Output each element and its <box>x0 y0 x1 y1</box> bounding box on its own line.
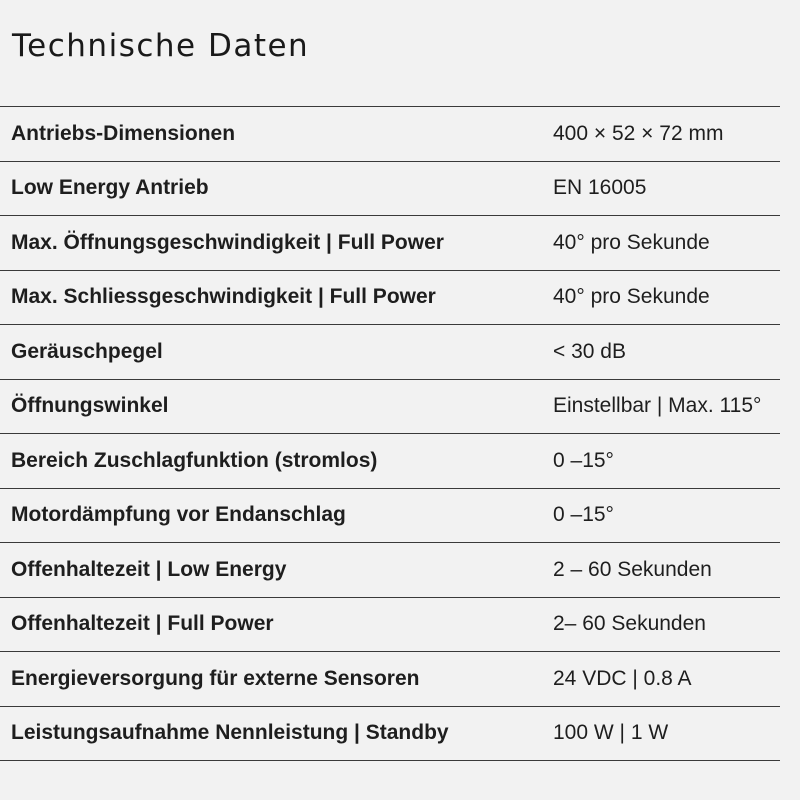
spec-row <box>0 271 780 326</box>
spec-value: Einstellbar | Max. 115° <box>553 394 762 418</box>
page-title: Technische Daten <box>12 28 310 64</box>
spec-value: 0 –15° <box>553 503 614 527</box>
spec-value: 2– 60 Sekunden <box>553 612 706 636</box>
spec-row <box>0 707 780 762</box>
spec-row <box>0 543 780 598</box>
spec-row <box>0 598 780 653</box>
spec-value: 100 W | 1 W <box>553 721 669 745</box>
spec-label: Öffnungswinkel <box>11 394 169 418</box>
spec-value: EN 16005 <box>553 176 647 200</box>
spec-value: 2 – 60 Sekunden <box>553 557 712 581</box>
spec-label: Offenhaltezeit | Low Energy <box>11 557 287 581</box>
spec-label: Max. Öffnungsgeschwindigkeit | Full Power <box>11 230 444 254</box>
spec-row <box>0 434 780 489</box>
spec-label: Low Energy Antrieb <box>11 176 209 200</box>
spec-label: Max. Schliessgeschwindigkeit | Full Power <box>11 285 436 309</box>
spec-row <box>0 162 780 217</box>
spec-value: 40° pro Sekunde <box>553 285 710 309</box>
spec-value: 400 × 52 × 72 mm <box>553 121 724 145</box>
spec-table <box>0 106 780 761</box>
spec-row <box>0 325 780 380</box>
spec-label: Energieversorgung für externe Sensoren <box>11 666 420 690</box>
spec-label: Antriebs-Dimensionen <box>11 121 236 145</box>
spec-row <box>0 380 780 435</box>
spec-row <box>0 216 780 271</box>
spec-value: < 30 dB <box>553 339 626 363</box>
spec-value: 0 –15° <box>553 448 614 472</box>
spec-row <box>0 489 780 544</box>
spec-label: Bereich Zuschlagfunktion (stromlos) <box>11 448 378 472</box>
spec-value: 40° pro Sekunde <box>553 230 710 254</box>
spec-label: Geräuschpegel <box>11 339 163 363</box>
spec-label: Motordämpfung vor Endanschlag <box>11 503 346 527</box>
spec-value: 24 VDC | 0.8 A <box>553 666 692 690</box>
spec-row <box>0 107 780 162</box>
spec-label: Leistungsaufnahme Nennleistung | Standby <box>11 721 449 745</box>
spec-label: Offenhaltezeit | Full Power <box>11 612 274 636</box>
spec-row <box>0 652 780 707</box>
